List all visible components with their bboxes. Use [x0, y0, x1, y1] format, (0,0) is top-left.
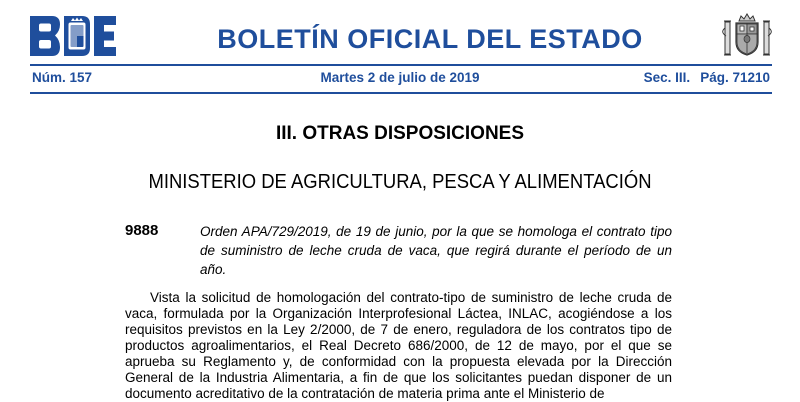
- page-title: BOLETÍN OFICIAL DEL ESTADO: [217, 24, 643, 54]
- section-heading: III. OTRAS DISPOSICIONES: [275, 123, 525, 144]
- section-label: Sec. III.: [643, 70, 691, 85]
- boe-logo: [30, 16, 116, 56]
- ministry-heading: MINISTERIO DE AGRICULTURA, PESCA Y ALIMENTACIÓN: [148, 170, 652, 193]
- issue-date: Martes 2 de julio de 2019: [320, 70, 480, 85]
- spanish-coat-of-arms-icon: [722, 12, 772, 58]
- section-page-info: [644, 70, 770, 85]
- document-number: 9888: [125, 222, 159, 239]
- document-title: Orden APA/729/2019, de 19 de junio, por la que se homologa el contrato tipo de suministro de leche cruda de vaca, que regirá durante el período de un año.: [200, 224, 672, 277]
- header-rule-bottom: [30, 92, 772, 94]
- issue-number: Núm. 157: [32, 70, 93, 85]
- header-rule-top: [30, 64, 772, 66]
- page-number: Pág. 71210: [700, 70, 770, 85]
- document-body: Vista la solicitud de homologación del contrato-tipo de suministro de leche cruda de vaca, formulada por la Organización Interprofesional Láctea, INLAC, acogiéndose a los requisitos previstos en la Ley 2/2000, de 7 de enero, reguladora de los contratos tipo de productos agroalimentarios, el Real Decreto 686/2000, de 12 de mayo, por el que se aprueba su Reglamento y, de conformidad con la propuesta elevada por la Dirección General de la Industria Alimentaria, a fin de que los solicitantes puedan disponer de un documento acreditativo de la contratación de materia prima ante el Ministerio de: [125, 290, 672, 401]
